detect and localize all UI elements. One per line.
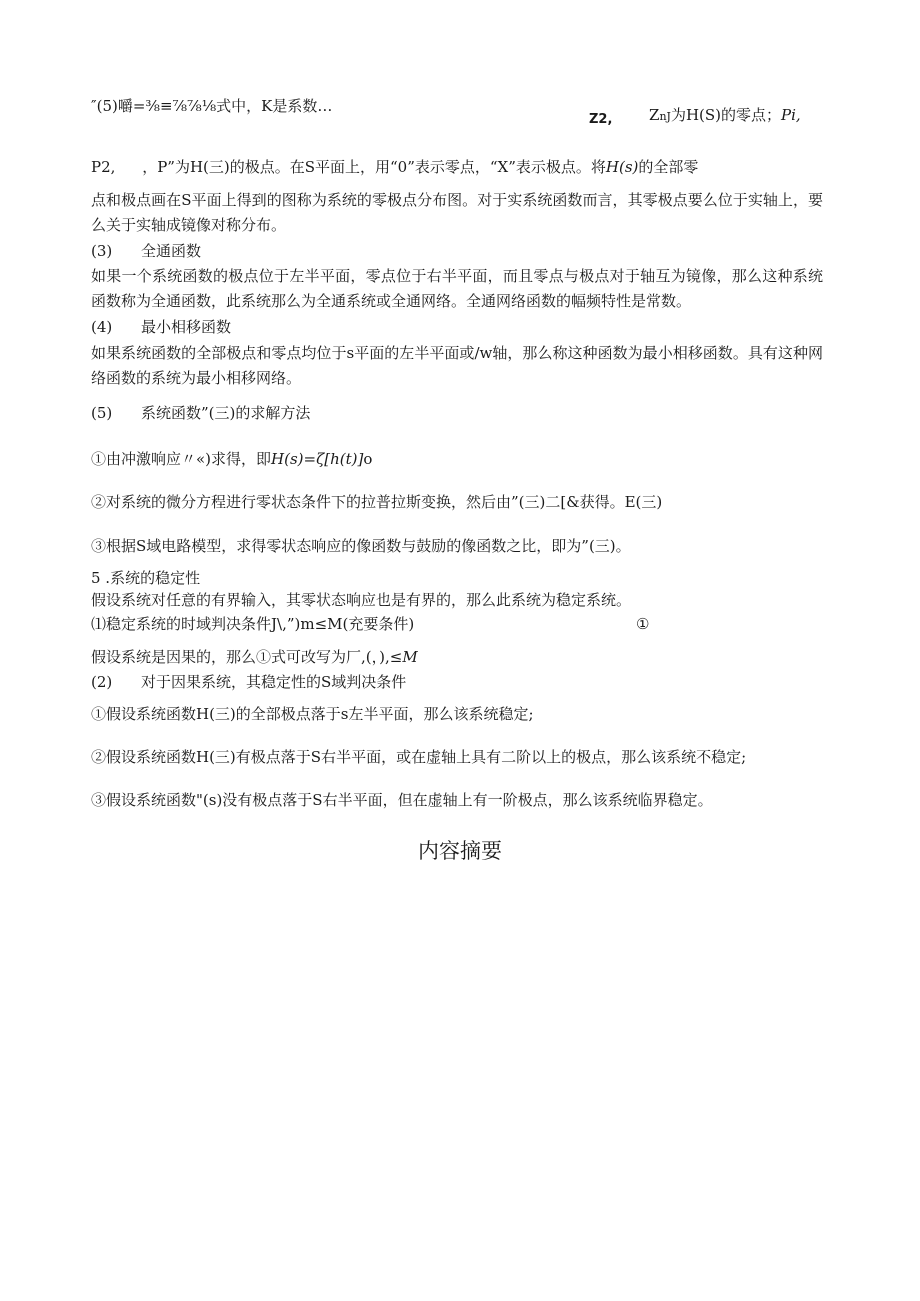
poles-text: ，P”为H(三)的极点。在S平面上，用“0”表示零点，“X”表示极点。将 bbox=[142, 158, 606, 176]
pole-p1: Pi, bbox=[781, 106, 801, 124]
pole-p2: P2, bbox=[91, 158, 116, 176]
min-phase-paragraph: 如果系统函数的全部极点和零点均位于s平面的左半平面或/w轴，那么称这种函数为最小相移函数。具有这种网络函数的系统为最小相移网络。 bbox=[91, 344, 823, 387]
formula-line bbox=[91, 96, 332, 116]
rule-stable: ①假设系统函数H(三)的全部极点落于s左半平面，那么该系统稳定; bbox=[91, 705, 534, 723]
equation-marker: ① bbox=[636, 615, 650, 633]
zero-label-z2: Z2, bbox=[589, 112, 613, 127]
rule-marginal: ③假设系统函数"(s)没有极点落于S右半平面，但在虚轴上有一阶极点，那么该系统临界稳定。 bbox=[91, 791, 713, 809]
rule-unstable: ②假设系统函数H(三)有极点落于S右半平面，或在虚轴上具有二阶以上的极点，那么该系统不稳定; bbox=[91, 748, 747, 766]
method-2: ②对系统的微分方程进行零状态条件下的拉普拉斯变换，然后由”(三)二[&获得。E(三) bbox=[91, 493, 663, 511]
z-symbol: Z bbox=[649, 106, 660, 124]
zero-pole-paragraph: 点和极点画在S平面上得到的图称为系统的零极点分布图。对于实系统函数而言，其零极点要么位于实轴上，要么关于实轴成镜像对称分布。 bbox=[91, 191, 823, 234]
method-3: ③根据S域电路模型，求得零状态响应的像函数与鼓励的像函数之比，即为”(三)。 bbox=[91, 537, 631, 555]
laplace-formula: H(s)=ζ[h(t)] bbox=[271, 450, 364, 468]
section-5-heading: (5) 系统函数”(三)的求解方法 bbox=[91, 404, 311, 422]
section-4-heading: (4) 最小相移函数 bbox=[91, 318, 232, 336]
poles-definition bbox=[91, 157, 698, 177]
zeros-text: 为H(S)的零点； bbox=[670, 106, 781, 124]
hs-symbol: H(s) bbox=[605, 158, 639, 176]
z-subscript: nJ bbox=[659, 110, 671, 123]
poles-text-end: 的全部零 bbox=[638, 158, 699, 176]
time-domain-condition: ⑴稳定系统的时域判决条件J\,”)m≤M(充要条件) bbox=[91, 615, 415, 633]
section-3-heading: (3) 全通函数 bbox=[91, 242, 202, 260]
stability-definition: 假设系统对任意的有界输入，其零状态响应也是有界的，那么此系统为稳定系统。 bbox=[91, 591, 632, 609]
causal-condition: 假设系统是因果的，那么①式可改写为厂,(，),≤M bbox=[91, 648, 418, 666]
method-1: ①由冲激响应〃«)求得，即H(s)=ζ[h(t)]o bbox=[91, 450, 373, 468]
formula-text: ″(5)嚼=⅜≡⅞⅞⅛式中，K是系数… bbox=[91, 97, 333, 115]
stability-heading: 5 .系统的稳定性 bbox=[91, 569, 201, 587]
all-pass-paragraph: 如果一个系统函数的极点位于左半平面，零点位于右半平面，而且零点与极点对于轴互为镜像，那么这种系统函数称为全通函数，此系统那么为全通系统或全通网络。全通网络函数的幅频特性是常数。 bbox=[91, 267, 823, 310]
zeros-definition bbox=[649, 105, 801, 127]
s-domain-heading: (2) 对于因果系统，其稳定性的S域判决条件 bbox=[91, 673, 407, 691]
summary-heading: 内容摘要 bbox=[418, 839, 502, 863]
